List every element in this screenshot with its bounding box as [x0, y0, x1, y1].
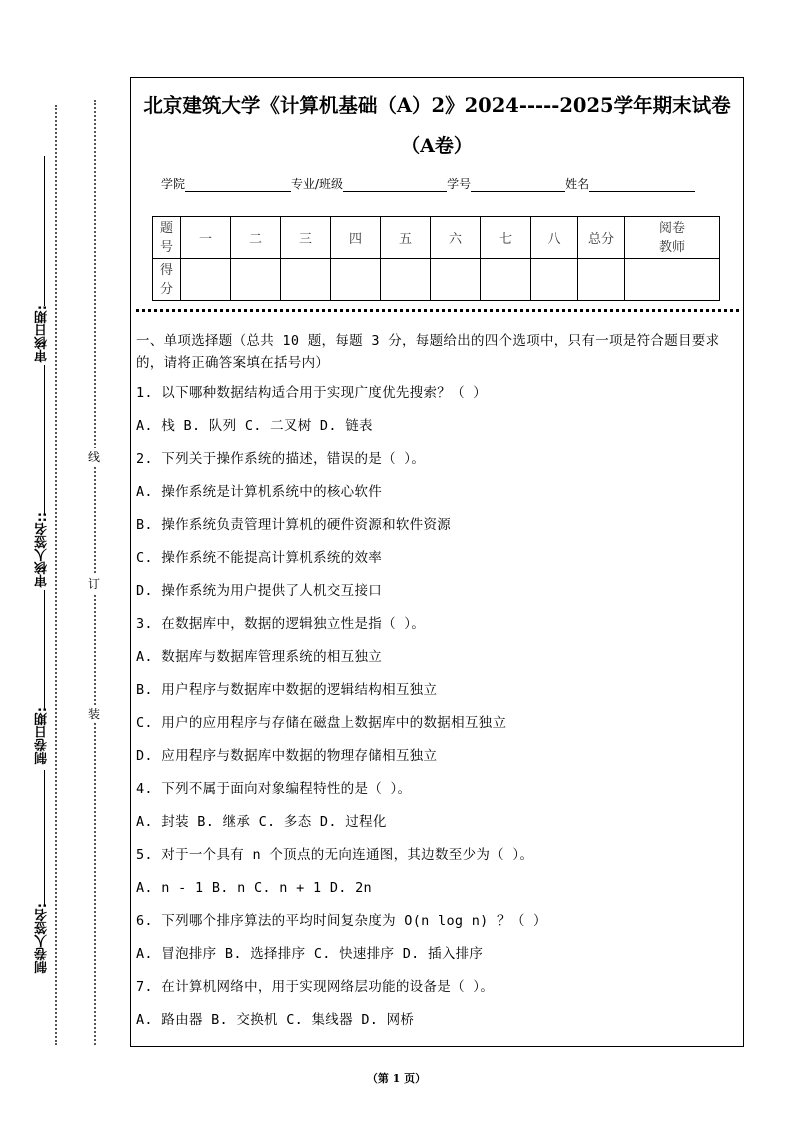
question-line: 3. 在数据库中，数据的逻辑独立性是指（ ）。 — [136, 616, 426, 632]
score-table-score-row — [153, 259, 720, 301]
score-cell-2[interactable] — [231, 259, 281, 301]
binding-dotted-line-right — [94, 100, 96, 1045]
student-id-label: 学号 — [447, 177, 472, 191]
binding-mark-staple: 订 — [88, 577, 101, 591]
score-cell-7[interactable] — [481, 259, 531, 301]
header-cell-8: 八 — [531, 217, 578, 259]
section-heading: 一、单项选择题（总共 10 题，每题 3 分，每题给出的四个选项中，只有一项是符合题目要求的，请将正确答案填在括号内） — [136, 333, 720, 371]
question-content — [136, 330, 740, 1043]
score-cell-4[interactable] — [331, 259, 381, 301]
name-field[interactable] — [589, 179, 695, 192]
reviewer-signature-label: 审核人签名:: — [35, 512, 50, 588]
option-line: A. 操作系统是计算机系统中的核心软件 — [136, 484, 383, 500]
header-cell-total: 总分 — [578, 217, 625, 259]
option-line: A. 冒泡排序 B. 选择排序 C. 快速排序 D. 插入排序 — [136, 946, 484, 962]
binding-mark-line: 线 — [88, 450, 101, 464]
prepare-date-label: 制卷日期: — [35, 707, 50, 765]
option-line: A. n - 1 B. n C. n + 1 D. 2n — [136, 880, 372, 896]
question-line: 4. 下列不属于面向对象编程特性的是（ ）。 — [136, 781, 412, 797]
score-cell-3[interactable] — [281, 259, 331, 301]
signature-line-prepare-date — [44, 590, 45, 710]
question-line: 7. 在计算机网络中，用于实现网络层功能的设备是（ ）。 — [136, 979, 495, 995]
score-cell-5[interactable] — [381, 259, 431, 301]
score-cell-8[interactable] — [531, 259, 578, 301]
option-line: D. 操作系统为用户提供了人机交互接口 — [136, 583, 383, 599]
question-line: 1. 以下哪种数据结构适合用于实现广度优先搜索？（ ） — [136, 385, 488, 401]
review-date-label: 审核日期: — [35, 305, 50, 363]
college-label: 学院 — [161, 177, 186, 191]
exam-title: 北京建筑大学《计算机基础（A）2》2024-----2025学年期末试卷 — [143, 94, 731, 117]
header-cell-grader: 阅卷 教师 — [625, 217, 720, 259]
student-id-field[interactable] — [471, 179, 565, 192]
score-cell-total[interactable] — [578, 259, 625, 301]
name-label: 姓名 — [565, 177, 590, 191]
exam-frame — [130, 77, 744, 1047]
header-cell-5: 五 — [381, 217, 431, 259]
dotted-separator — [136, 309, 739, 312]
college-field[interactable] — [185, 179, 291, 192]
option-line: A. 数据库与数据库管理系统的相互独立 — [136, 649, 383, 665]
option-line: A. 封装 B. 继承 C. 多态 D. 过程化 — [136, 814, 387, 830]
score-cell-1[interactable] — [181, 259, 231, 301]
page-number: （第 1 页） — [366, 1072, 427, 1085]
question-line: 6. 下列哪个排序算法的平均时间复杂度为 O(n log n) ？（ ） — [136, 913, 547, 929]
header-cell-7: 七 — [481, 217, 531, 259]
preparer-signature-label: 制卷人签名: — [35, 903, 50, 974]
major-class-label: 专业/班级 — [291, 177, 344, 191]
option-line: B. 操作系统负责管理计算机的硬件资源和软件资源 — [136, 517, 452, 533]
major-class-field[interactable] — [343, 179, 447, 192]
signature-line-preparer — [44, 770, 45, 905]
student-info-row — [161, 175, 695, 192]
question-line: 5. 对于一个具有 n 个顶点的无向连通图，其边数至少为（ ）。 — [136, 847, 534, 863]
score-table-header-row — [153, 217, 720, 259]
score-row-label: 得 分 — [153, 259, 181, 301]
header-cell-3: 三 — [281, 217, 331, 259]
option-line: A. 栈 B. 队列 C. 二叉树 D. 链表 — [136, 418, 373, 434]
exam-subtitle: （A卷） — [401, 135, 473, 157]
header-cell-question: 题 号 — [153, 217, 181, 259]
header-cell-6: 六 — [431, 217, 481, 259]
signature-line-review-date — [44, 156, 45, 306]
binding-dotted-line-left — [55, 105, 57, 1045]
option-line: C. 操作系统不能提高计算机系统的效率 — [136, 550, 383, 566]
score-table — [152, 216, 720, 301]
binding-mark-bind: 装 — [88, 707, 101, 721]
option-line: B. 用户程序与数据库中数据的逻辑结构相互独立 — [136, 682, 438, 698]
option-line: C. 用户的应用程序与存储在磁盘上数据库中的数据相互独立 — [136, 715, 507, 731]
score-cell-grader[interactable] — [625, 259, 720, 301]
score-cell-6[interactable] — [431, 259, 481, 301]
signature-line-reviewer — [44, 365, 45, 515]
header-cell-4: 四 — [331, 217, 381, 259]
question-line: 2. 下列关于操作系统的描述，错误的是（ ）。 — [136, 451, 426, 467]
option-line: D. 应用程序与数据库中数据的物理存储相互独立 — [136, 748, 438, 764]
header-cell-2: 二 — [231, 217, 281, 259]
option-line: A. 路由器 B. 交换机 C. 集线器 D. 网桥 — [136, 1012, 415, 1028]
header-cell-1: 一 — [181, 217, 231, 259]
